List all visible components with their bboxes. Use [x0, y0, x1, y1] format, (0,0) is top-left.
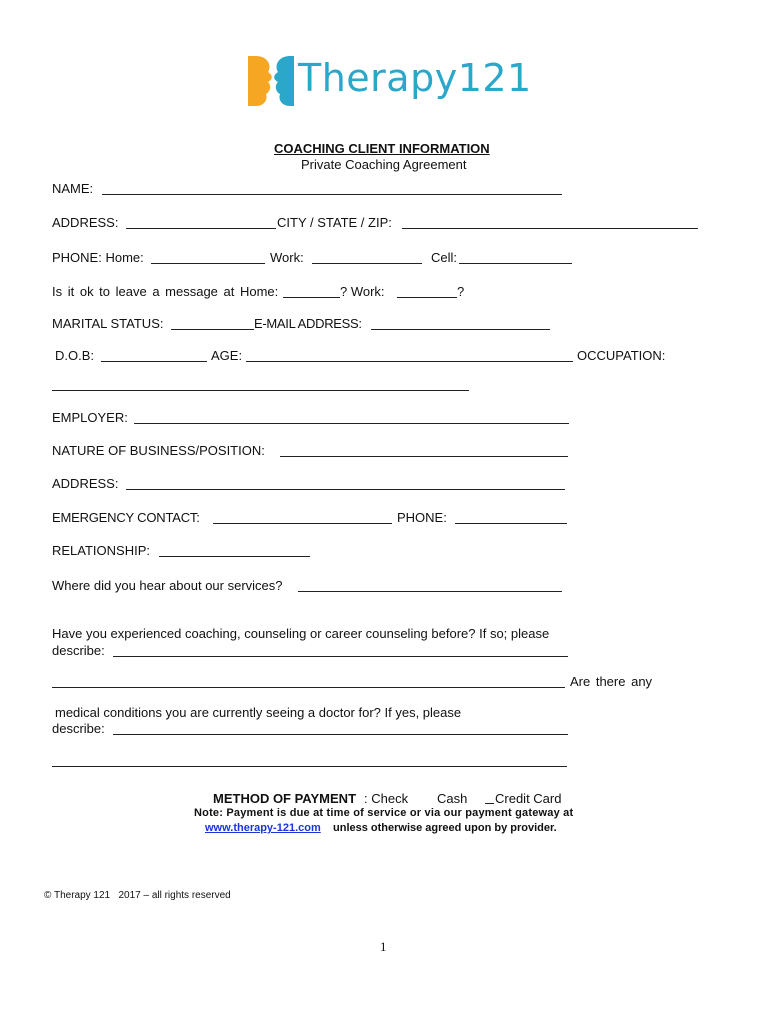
- emergency-contact-label: EMERGENCY CONTACT:: [52, 510, 200, 525]
- leave-message-label: Is it ok to leave a message at Home:: [52, 284, 279, 299]
- question-mark: ?: [457, 284, 465, 299]
- experience-field-1[interactable]: [113, 656, 568, 657]
- medical-question: medical conditions you are currently seeing a doctor for? If yes, please: [55, 705, 462, 720]
- phone-cell-field[interactable]: [459, 263, 572, 264]
- experience-field-2[interactable]: [52, 687, 565, 688]
- phone-work-label: Work:: [270, 250, 304, 265]
- relationship-label: RELATIONSHIP:: [52, 543, 151, 558]
- address-field[interactable]: [126, 228, 276, 229]
- city-state-zip-label: CITY / STATE / ZIP:: [277, 215, 392, 230]
- occupation-label: OCCUPATION:: [577, 348, 666, 363]
- email-field[interactable]: [371, 329, 550, 330]
- form-title: COACHING CLIENT INFORMATION: [274, 141, 490, 156]
- form-subtitle: Private Coaching Agreement: [301, 157, 467, 172]
- payment-note: Note: Payment is due at time of service or via our payment gateway at: [194, 807, 574, 819]
- leave-message-work-field[interactable]: [397, 297, 457, 298]
- emergency-phone-label: PHONE:: [397, 510, 447, 525]
- email-label: E-MAIL ADDRESS:: [254, 316, 362, 331]
- employer-field[interactable]: [134, 423, 569, 424]
- dob-label: D.O.B:: [55, 348, 95, 363]
- phone-home-label: PHONE: Home:: [52, 250, 144, 265]
- nature-of-business-label: NATURE OF BUSINESS/POSITION:: [52, 443, 265, 458]
- employer-address-label: ADDRESS:: [52, 476, 119, 491]
- are-there-any-label: Are there any: [570, 674, 653, 689]
- phone-work-field[interactable]: [312, 263, 422, 264]
- payment-cash-option[interactable]: Cash: [437, 791, 468, 806]
- page-number: 1: [380, 939, 387, 954]
- marital-status-label: MARITAL STATUS:: [52, 316, 164, 331]
- age-label: AGE:: [211, 348, 243, 363]
- employer-address-field[interactable]: [126, 489, 565, 490]
- payment-check-option[interactable]: : Check: [364, 791, 409, 806]
- medical-field-2[interactable]: [52, 766, 567, 767]
- address-label: ADDRESS:: [52, 215, 119, 230]
- city-state-zip-field[interactable]: [402, 228, 698, 229]
- faces-logo-icon: [246, 52, 296, 110]
- relationship-field[interactable]: [159, 556, 310, 557]
- employer-label: EMPLOYER:: [52, 410, 128, 425]
- leave-message-home-field[interactable]: [283, 297, 340, 298]
- payment-note-2: unless otherwise agreed upon by provider.: [333, 822, 557, 834]
- emergency-phone-field[interactable]: [455, 523, 567, 524]
- experience-question: Have you experienced coaching, counseling or career counseling before? If so; please: [52, 626, 550, 641]
- phone-home-field[interactable]: [151, 263, 265, 264]
- marital-status-field[interactable]: [171, 329, 254, 330]
- describe-label-2: describe:: [52, 721, 105, 736]
- age-field[interactable]: [246, 361, 573, 362]
- emergency-contact-field[interactable]: [213, 523, 392, 524]
- website-link[interactable]: www.therapy-121.com: [205, 822, 321, 834]
- dob-field[interactable]: [101, 361, 207, 362]
- payment-credit-card-option[interactable]: Credit Card: [495, 791, 562, 806]
- occupation-field[interactable]: [52, 390, 469, 391]
- where-hear-field[interactable]: [298, 591, 562, 592]
- medical-field-1[interactable]: [113, 734, 568, 735]
- credit-card-checkbox[interactable]: [485, 803, 494, 804]
- copyright: © Therapy 121 2017 – all rights reserved: [44, 890, 231, 901]
- logo-text: Therapy121: [298, 56, 532, 100]
- method-of-payment-label: METHOD OF PAYMENT: [213, 791, 357, 806]
- logo: [246, 52, 536, 112]
- phone-cell-label: Cell:: [431, 250, 458, 265]
- work-question-label: ? Work:: [340, 284, 385, 299]
- name-label: NAME:: [52, 181, 94, 196]
- where-hear-label: Where did you hear about our services?: [52, 578, 283, 593]
- name-field[interactable]: [102, 194, 562, 195]
- nature-of-business-field[interactable]: [280, 456, 568, 457]
- describe-label-1: describe:: [52, 643, 105, 658]
